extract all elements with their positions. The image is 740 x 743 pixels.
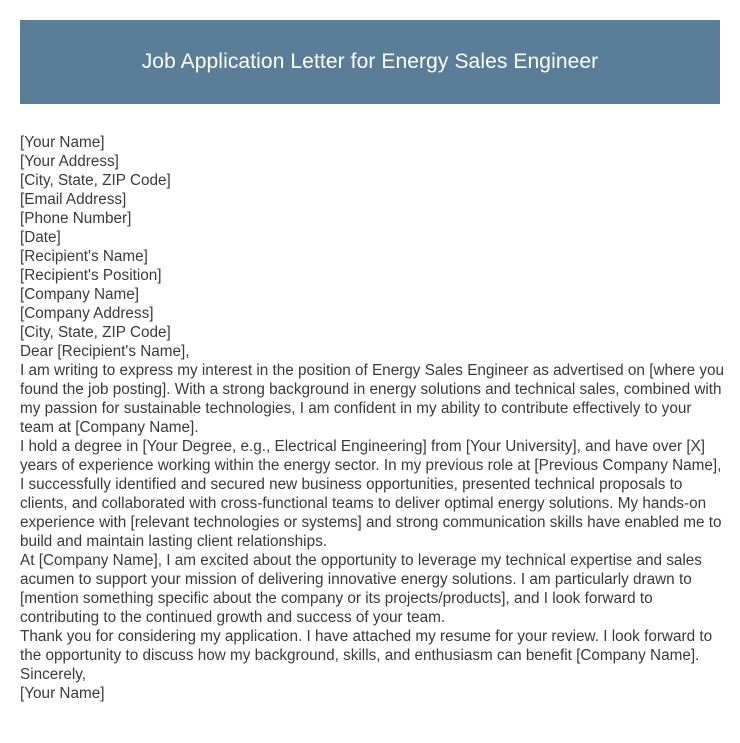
salutation: Dear [Recipient's Name], <box>20 343 190 360</box>
recipient-position: [Recipient's Position] <box>20 267 162 284</box>
paragraph-thanks: Thank you for considering my application. I have attached my resume for your review. I look forward to the opportunity to discuss how my background, skills, and enthusiasm can benefit [Company Name]. <box>20 628 713 664</box>
recipient-company: [Company Name] <box>20 286 140 303</box>
sender-email: [Email Address] <box>20 191 127 208</box>
page-title: Job Application Letter for Energy Sales Engineer <box>141 50 599 73</box>
recipient-city: [City, State, ZIP Code] <box>20 324 171 341</box>
letter-date: [Date] <box>20 229 61 246</box>
sender-city: [City, State, ZIP Code] <box>20 172 171 189</box>
recipient-address: [Company Address] <box>20 305 154 322</box>
signature: [Your Name] <box>20 685 105 702</box>
closing: Sincerely, <box>20 666 87 683</box>
paragraph-intro: I am writing to express my interest in the position of Energy Sales Engineer as advertised on [where you found the job posting]. With a strong background in energy solutions and technical sales, combined with my passion for sustainable technologies, I am confident in my ability to contribute effectively to your team at [Company Name]. <box>20 362 725 436</box>
letter-body <box>20 133 725 703</box>
recipient-name: [Recipient's Name] <box>20 248 148 265</box>
paragraph-company-interest: At [Company Name], I am excited about the opportunity to leverage my technical expertise and sales acumen to support your mission of delivering innovative energy solutions. I am particularly drawn to [mention something specific about the company or its projects/products], and I look forward to contributing to the continued growth and success of your team. <box>20 552 702 626</box>
title-banner <box>20 20 720 104</box>
sender-name: [Your Name] <box>20 134 105 151</box>
paragraph-experience: I hold a degree in [Your Degree, e.g., Electrical Engineering] from [Your University], and have over [X] years of experience working within the energy sector. In my previous role at [Previous Company Name], I successfully identified and secured new business opportunities, presented technical proposals to clients, and collaborated with cross-functional teams to deliver optimal energy solutions. My hands-on experience with [relevant technologies or systems] and strong communication skills have enabled me to build and maintain lasting client relationships. <box>20 438 722 550</box>
sender-phone: [Phone Number] <box>20 210 132 227</box>
sender-address: [Your Address] <box>20 153 119 170</box>
